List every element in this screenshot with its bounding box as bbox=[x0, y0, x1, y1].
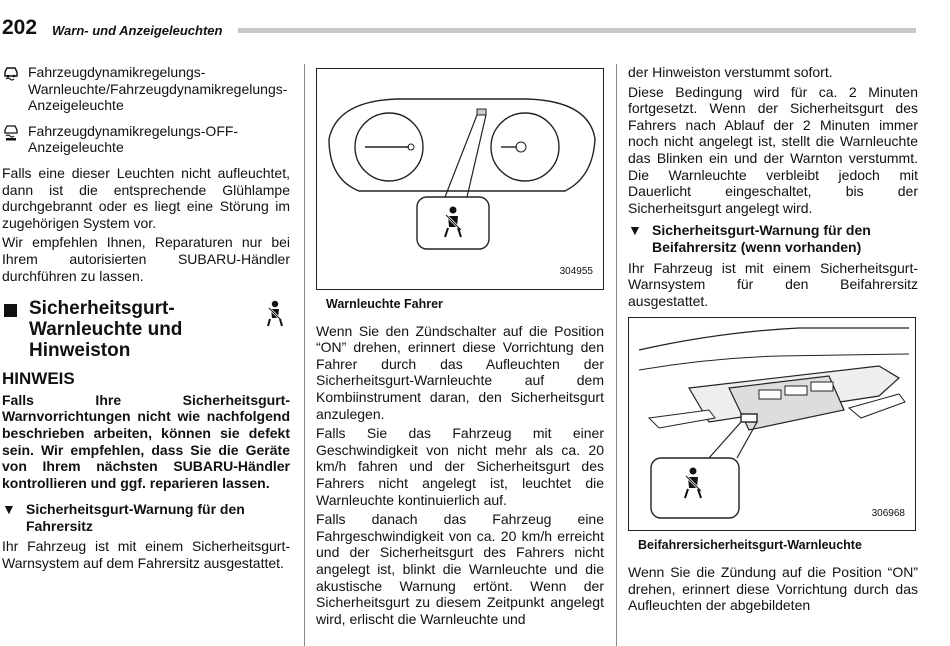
icon-item bbox=[2, 123, 290, 156]
section-heading bbox=[2, 298, 290, 361]
heading-text: Sicherheitsgurt-Warnleuchte und Hinweiston bbox=[29, 298, 183, 362]
page-number: 202 bbox=[2, 16, 38, 39]
paragraph: der Hinweiston verstummt sofort. bbox=[628, 64, 833, 80]
vehicle-dynamics-icon bbox=[2, 64, 28, 114]
sub-heading-text: Sicherheitsgurt-Warnung für den Fahrersitz bbox=[26, 501, 245, 534]
paragraph: Ihr Fahrzeug ist mit einem Sicherheitsgurt-Warnsystem für den Beifahrersitz ausgestattet. bbox=[628, 259, 918, 309]
icon-item bbox=[2, 64, 290, 114]
sub-heading-text: Sicherheitsgurt-Warnung für den Beifahrersitz (wenn vorhanden) bbox=[652, 222, 871, 255]
sub-heading bbox=[2, 501, 290, 534]
page-header bbox=[0, 16, 930, 38]
figure-caption: Warnleuchte Fahrer bbox=[326, 297, 443, 311]
paragraph: Diese Bedingung wird für ca. 2 Minuten fortgesetzt. Wenn der Sicherheitsgurt des Fahrers nach Ablauf der 2 Minuten immer noch nicht angelegt ist, stellt die Warnleuchte das Blinken ein und der Warnton verstummt. Die Warnleuchte verbleibt jedoch mit Dauerlicht eingeschaltet, bis der Sicherheitsgurt angelegt wird. bbox=[628, 83, 918, 216]
figure-passenger-warning-light bbox=[628, 317, 916, 531]
icon-item-text: Fahrzeugdynamikregelungs-OFF-Anzeigeleuchte bbox=[28, 122, 239, 156]
paragraph: Falls danach das Fahrzeug eine Fahrgeschwindigkeit von ca. 20 km/h erreicht und der Sicherheitsgurt des Fahrers nicht angelegt ist, blinkt die Warnleuchte und die akustische Warnung ertönt. Wenn der Sicherheitsgurt zu diesem Zeitpunkt angelegt wird, erlischt die Warnleuchte und bbox=[316, 511, 604, 627]
figure-caption: Beifahrersicherheitsgurt-Warnleuchte bbox=[638, 538, 862, 553]
figure-number: 306968 bbox=[871, 507, 905, 519]
paragraph: Falls Sie das Fahrzeug mit einer Geschwindigkeit von nicht mehr als ca. 20 km/h fahren und der Sicherheitsgurt des Fahrers nicht angelegt ist, leuchtet die Warnleuchte kontinuierlich auf. bbox=[316, 425, 604, 508]
overhead-console-illustration bbox=[629, 318, 915, 530]
column-divider bbox=[304, 64, 305, 646]
triangle-down-icon: ▼ bbox=[628, 222, 642, 239]
icon-item-text: Fahrzeugdynamikregelungs-Warnleuchte/Fahrzeugdynamikregelungs-Anzeigeleuchte bbox=[28, 64, 288, 114]
figure-driver-warning-light bbox=[316, 68, 604, 290]
header-rule bbox=[238, 28, 916, 33]
paragraph: Wenn Sie die Zündung auf die Position “ON” drehen, erinnert diese Vorrichtung durch das Aufleuchten der abgebildeten bbox=[628, 563, 918, 614]
note-title: HINWEIS bbox=[2, 369, 75, 389]
figure-number: 304955 bbox=[559, 266, 593, 278]
heading-square-icon bbox=[4, 304, 17, 317]
instrument-cluster-illustration bbox=[317, 69, 603, 289]
paragraph: Wir empfehlen Ihnen, Reparaturen nur bei Ihrem autorisierten SUBARU-Händler durchführen zu lassen. bbox=[2, 234, 290, 284]
paragraph: Wenn Sie den Zündschalter auf die Position “ON” drehen, erinnert diese Vorrichtung den Fahrer durch das Aufleuchten der Sicherheitsgurt-Warnleuchte auf dem Kombiinstrument daran, den Sicherheitsgurt anzulegen. bbox=[316, 322, 604, 422]
paragraph: Ihr Fahrzeug ist mit einem Sicherheitsgurt-Warnsystem auf dem Fahrersitz ausgestattet. bbox=[2, 538, 290, 572]
section-title: Warn- und Anzeigeleuchten bbox=[52, 23, 223, 38]
sub-heading bbox=[628, 222, 918, 255]
paragraph: Falls eine dieser Leuchten nicht aufleuchtet, dann ist die entsprechende Glühlampe durchgebrannt oder es liegt eine Störung im zugehörigen System vor. bbox=[2, 164, 290, 231]
column-1 bbox=[2, 64, 290, 575]
note-text: Falls Ihre Sicherheitsgurt-Warnvorrichtungen nicht wie nachfolgend beschrieben arbeiten, können sie defekt sein. Wir empfehlen, dass Sie die Geräte von Ihrem nächsten SUBARU-Händler kontrollieren und ggf. reparieren lassen. bbox=[2, 391, 290, 491]
column-3 bbox=[628, 64, 918, 617]
column-2 bbox=[316, 64, 604, 630]
column-divider bbox=[616, 64, 617, 646]
seatbelt-icon bbox=[260, 298, 290, 328]
vehicle-dynamics-off-icon bbox=[2, 123, 28, 156]
triangle-down-icon: ▼ bbox=[2, 501, 16, 518]
